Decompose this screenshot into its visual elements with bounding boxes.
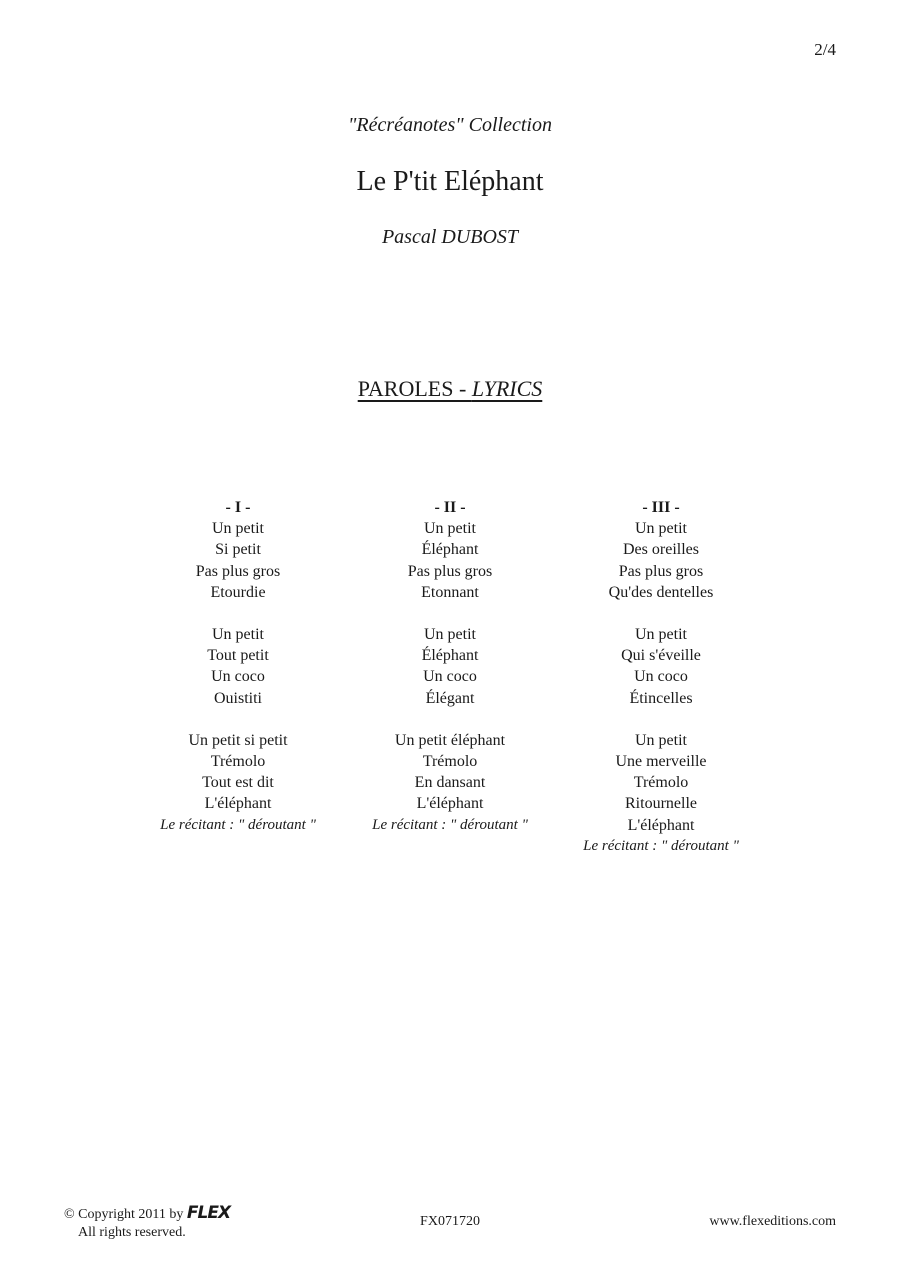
stanza-3 xyxy=(123,730,353,836)
publisher-website[interactable]: www.flexeditions.com xyxy=(709,1214,836,1229)
lyric-line: Un petit éléphant xyxy=(394,731,506,749)
lyric-line: Trémolo xyxy=(422,753,478,771)
lyric-line: L'éléphant xyxy=(204,795,272,813)
stanza-2 xyxy=(546,624,776,709)
lyric-line: Un petit xyxy=(424,520,476,538)
verse-numeral: - I - xyxy=(225,499,251,516)
lyric-line: Un coco xyxy=(634,668,688,686)
verse-column-2 xyxy=(335,497,565,857)
stanza-3 xyxy=(335,730,565,836)
lyric-line: Un petit xyxy=(212,520,264,538)
lyric-line: Un petit xyxy=(424,626,476,644)
lyric-line: Un petit xyxy=(212,626,264,644)
publisher-logo: FLEX xyxy=(186,1203,231,1223)
lyric-line: Un petit xyxy=(635,731,687,749)
lyric-line: Un petit xyxy=(635,520,687,538)
lyric-line: Etourdie xyxy=(210,583,266,601)
recitant-line: Le récitant : " déroutant " xyxy=(372,816,528,833)
lyric-line: Qui s'éveille xyxy=(621,647,701,665)
lyric-line: Une merveille xyxy=(615,753,707,771)
lyric-line: En dansant xyxy=(414,774,486,792)
lyric-line: Étincelles xyxy=(629,689,693,707)
lyric-line: Un coco xyxy=(211,668,265,686)
lyric-line: Un petit si petit xyxy=(188,731,288,749)
lyric-line: Qu'des dentelles xyxy=(608,583,714,601)
recitant-line: Le récitant : " déroutant " xyxy=(583,837,739,854)
lyrics-heading-en: LYRICS xyxy=(471,376,543,401)
catalog-reference: FX071720 xyxy=(420,1214,480,1229)
lyric-line: L'éléphant xyxy=(416,795,484,813)
recitant-line: Le récitant : " déroutant " xyxy=(160,816,316,833)
lyric-line: Des oreilles xyxy=(623,541,699,559)
lyric-line: Trémolo xyxy=(210,753,266,771)
lyric-line: Ouistiti xyxy=(213,689,262,707)
collection-title: "Récréanotes" Collection xyxy=(348,114,552,136)
lyric-line: Tout petit xyxy=(207,647,269,665)
author-name: Pascal DUBOST xyxy=(381,226,519,248)
lyrics-heading xyxy=(0,376,900,402)
stanza-1 xyxy=(123,518,353,603)
lyric-line: Un coco xyxy=(423,668,477,686)
lyrics-heading-fr: PAROLES - xyxy=(357,376,472,401)
stanza-2 xyxy=(335,624,565,709)
page-number: 2/4 xyxy=(814,40,836,59)
lyric-line: Tout est dit xyxy=(202,774,274,792)
rights-text: All rights reserved. xyxy=(78,1225,186,1240)
lyric-line: Éléphant xyxy=(421,541,479,559)
verse-column-3 xyxy=(546,497,776,878)
page-title: Le P'tit Eléphant xyxy=(356,166,544,197)
lyric-line: Trémolo xyxy=(633,774,689,792)
verse-column-1 xyxy=(123,497,353,857)
stanza-3 xyxy=(546,730,776,857)
verse-numeral: - II - xyxy=(434,499,466,516)
stanza-1 xyxy=(546,518,776,603)
verse-numeral: - III - xyxy=(642,499,680,516)
lyric-line: L'éléphant xyxy=(627,816,695,834)
lyric-line: Etonnant xyxy=(421,583,479,601)
lyric-line: Si petit xyxy=(215,541,261,559)
lyric-line: Pas plus gros xyxy=(195,562,281,580)
lyric-line: Ritournelle xyxy=(625,795,697,813)
lyric-line: Éléphant xyxy=(421,647,479,665)
lyric-line: Pas plus gros xyxy=(618,562,704,580)
copyright-text: © Copyright 2011 by xyxy=(64,1207,184,1222)
stanza-2 xyxy=(123,624,353,709)
lyric-line: Un petit xyxy=(635,626,687,644)
lyric-line: Pas plus gros xyxy=(407,562,493,580)
lyric-line: Élégant xyxy=(425,689,475,707)
stanza-1 xyxy=(335,518,565,603)
